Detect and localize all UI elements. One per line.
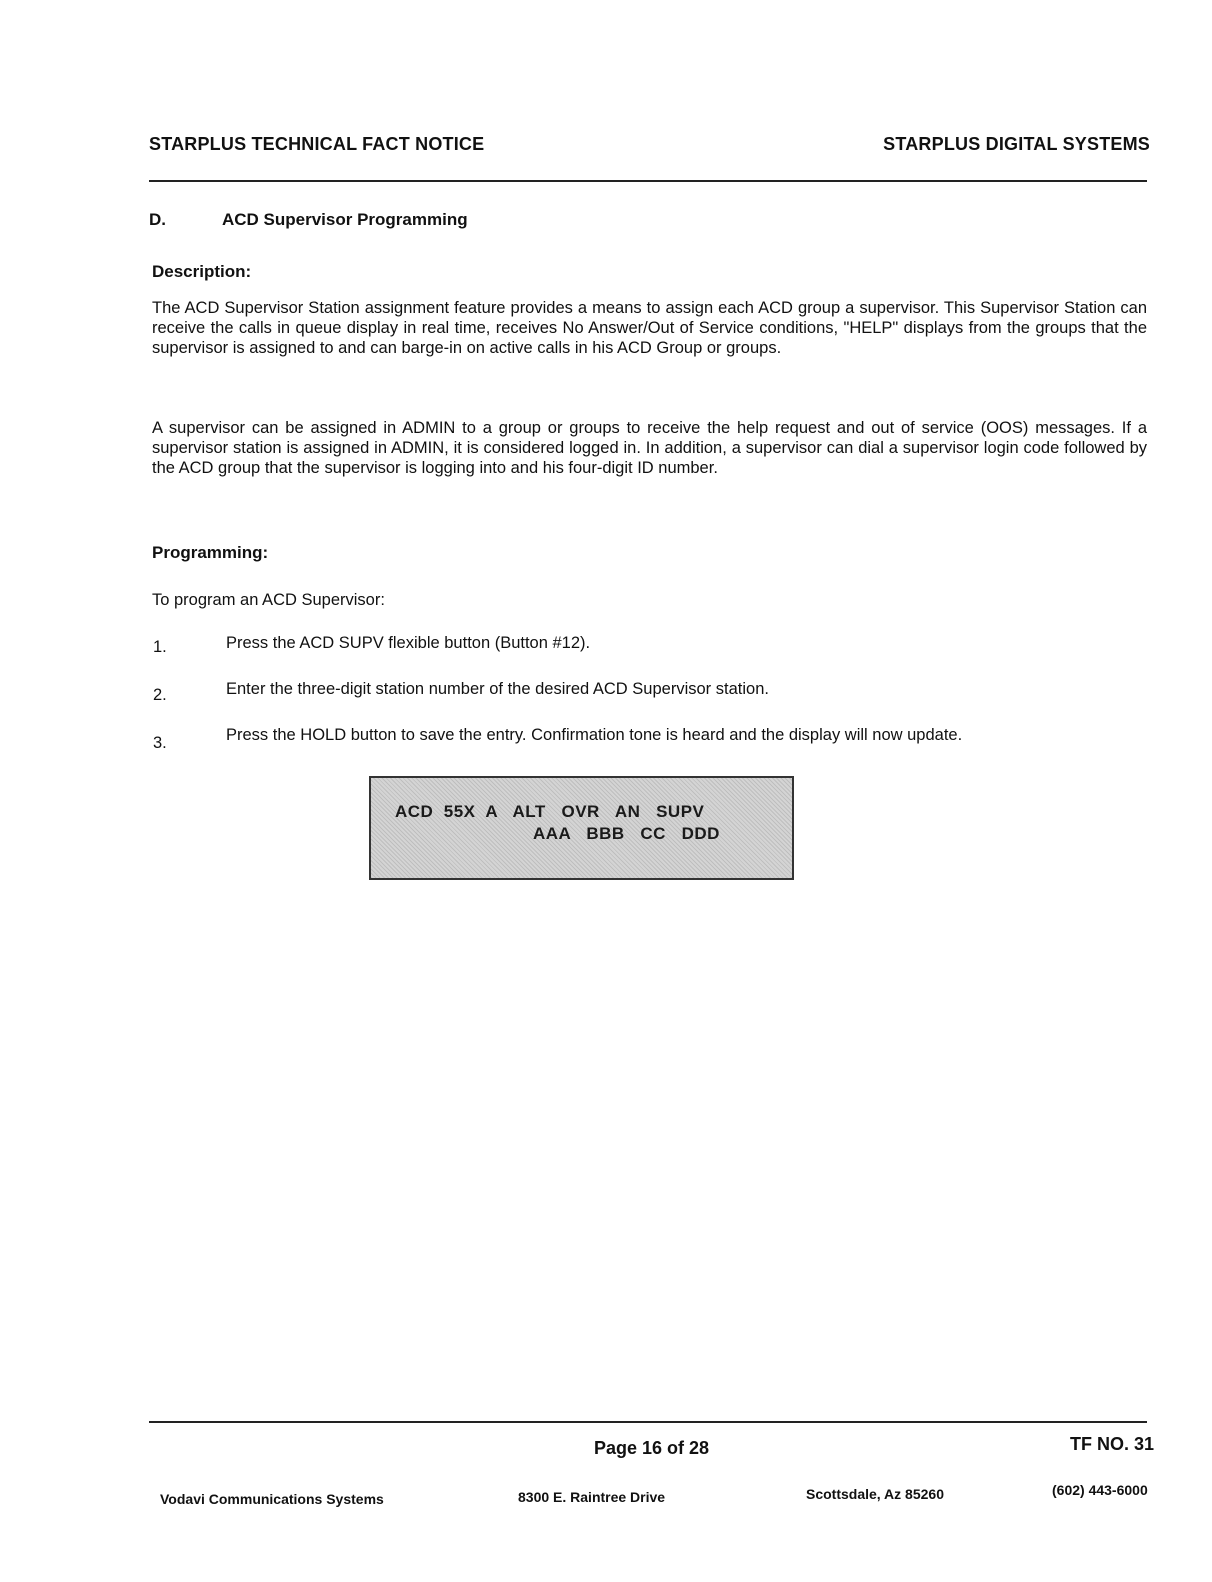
section-letter: D. xyxy=(149,210,166,229)
header-rule xyxy=(149,180,1147,182)
section-title: ACD Supervisor Programming xyxy=(222,210,468,229)
step-text: Press the ACD SUPV flexible button (Button #12). xyxy=(226,634,591,652)
step-text: Enter the three-digit station number of the desired ACD Supervisor station. xyxy=(226,680,769,698)
programming-heading: Programming: xyxy=(152,543,269,562)
footer-phone: (602) 443-6000 xyxy=(1052,1482,1148,1498)
footer-city: Scottsdale, Az 85260 xyxy=(806,1486,944,1502)
step-text: Press the HOLD button to save the entry. Confirmation tone is heard and the display will now update. xyxy=(226,726,963,744)
lcd-display-line-2: AAA BBB CC DDD xyxy=(533,824,720,843)
page-number: Page 16 of 28 xyxy=(594,1438,710,1458)
step-number: 2. xyxy=(153,686,167,704)
header-left-title: STARPLUS TECHNICAL FACT NOTICE xyxy=(149,134,485,154)
header-right-title: STARPLUS DIGITAL SYSTEMS xyxy=(883,134,1150,154)
description-heading: Description: xyxy=(152,262,252,281)
footer-address: 8300 E. Raintree Drive xyxy=(518,1489,666,1505)
description-paragraph-2: A supervisor can be assigned in ADMIN to a group or groups to receive the help request and out of service (OOS) messages. If a supervisor station is assigned in ADMIN, it is considered logged in. In addition, a supervisor can dial a supervisor login code followed by the ACD group that the supervisor is logging into and his four-digit ID number. xyxy=(152,419,1147,477)
lcd-display-line-1: ACD 55X A ALT OVR AN SUPV xyxy=(395,802,705,821)
description-paragraph-1: The ACD Supervisor Station assignment feature provides a means to assign each ACD group a supervisor. This Supervisor Station can receive the calls in queue display in real time, receives No Answer/Out of Service conditions, "HELP" displays from the groups that the supervisor is assigned to and can barge-in on active calls in his ACD Group or groups. xyxy=(152,299,1147,357)
footer-company: Vodavi Communications Systems xyxy=(160,1491,384,1507)
tf-number: TF NO. 31 xyxy=(1069,1434,1154,1454)
step-number: 1. xyxy=(153,638,167,656)
footer-rule xyxy=(149,1421,1147,1423)
step-number: 3. xyxy=(153,734,167,752)
programming-intro: To program an ACD Supervisor: xyxy=(152,591,385,609)
lcd-display xyxy=(369,776,794,880)
